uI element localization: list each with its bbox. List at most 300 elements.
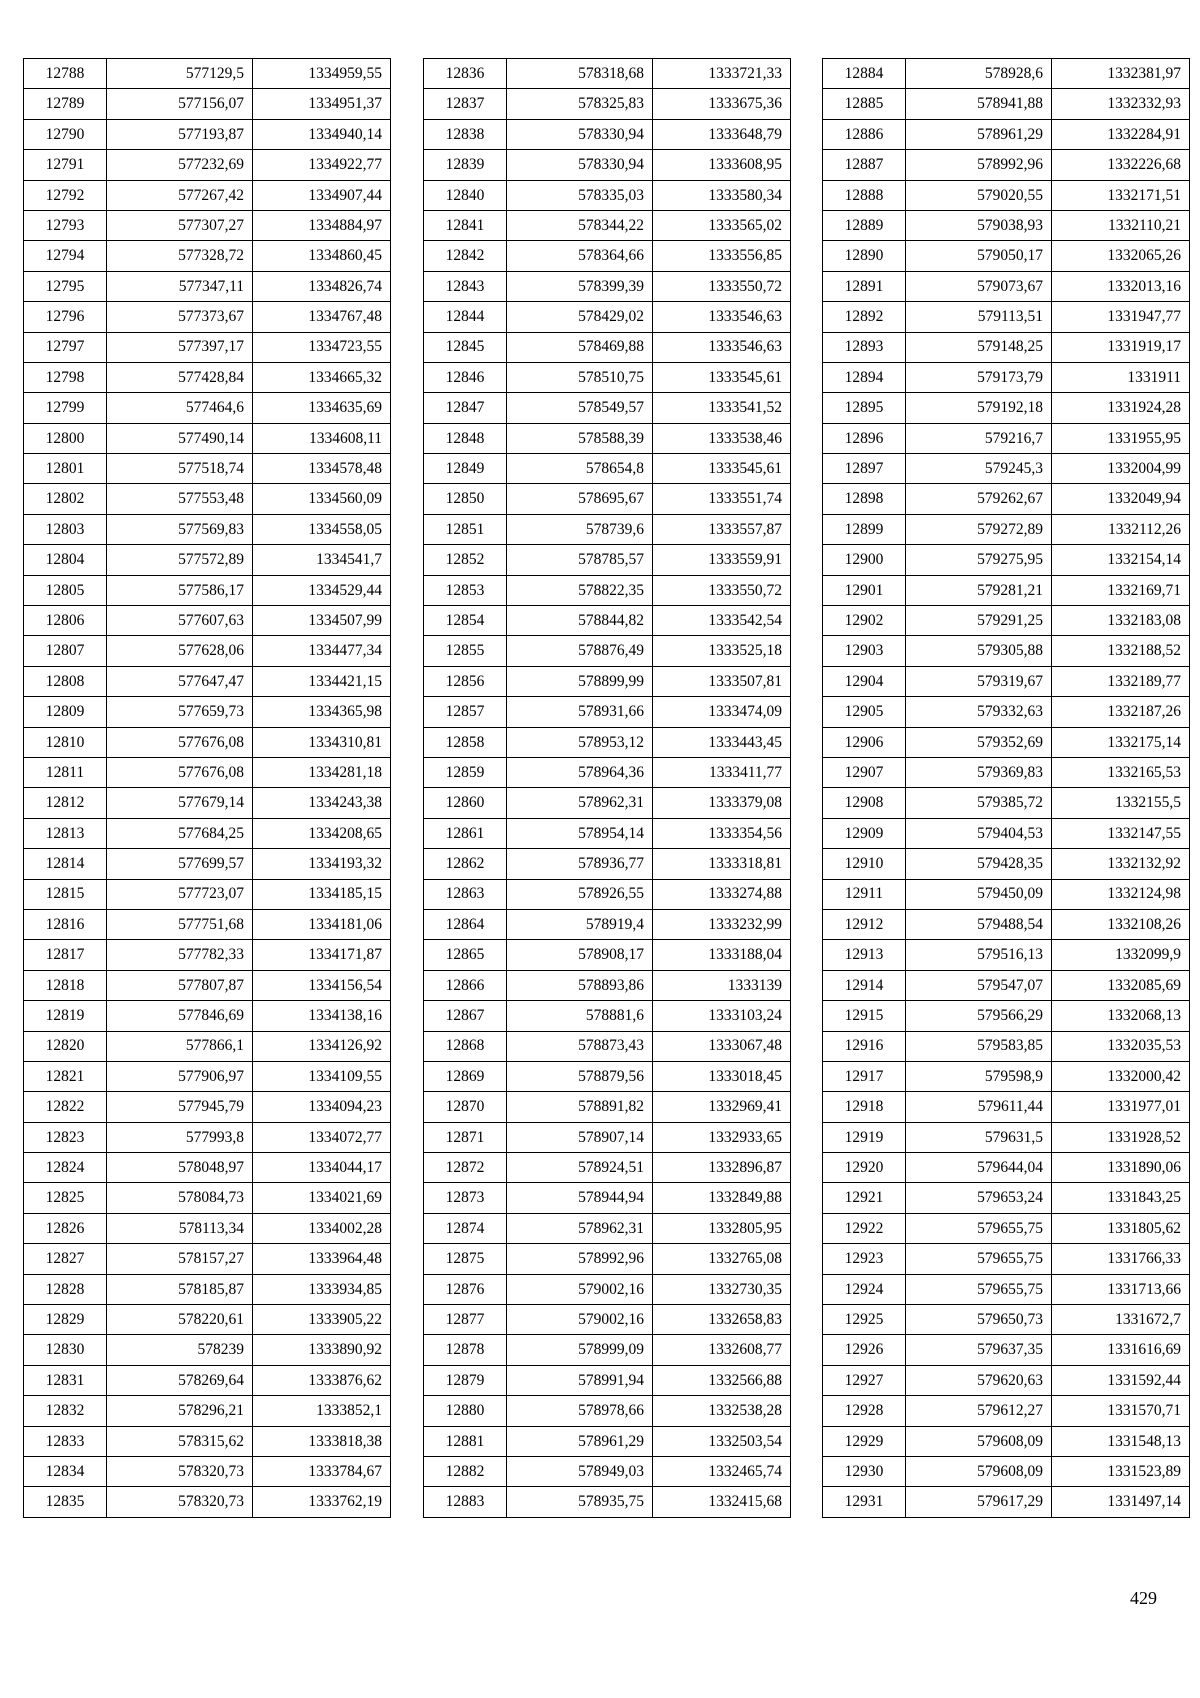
x-coordinate-cell: 578364,66 xyxy=(507,241,653,271)
table-row xyxy=(24,1001,391,1031)
y-coordinate-cell: 1332730,35 xyxy=(653,1274,791,1304)
x-coordinate-cell: 578908,17 xyxy=(507,940,653,970)
table-row xyxy=(823,1396,1190,1426)
table-row xyxy=(823,1122,1190,1152)
point-number-cell: 12918 xyxy=(823,1092,906,1122)
point-number-cell: 12820 xyxy=(24,1031,107,1061)
y-coordinate-cell: 1331570,71 xyxy=(1052,1396,1190,1426)
table-row xyxy=(424,849,791,879)
point-number-cell: 12909 xyxy=(823,818,906,848)
point-number-cell: 12912 xyxy=(823,909,906,939)
y-coordinate-cell: 1334281,18 xyxy=(253,757,391,787)
table-row xyxy=(823,89,1190,119)
point-number-cell: 12913 xyxy=(823,940,906,970)
point-number-cell: 12888 xyxy=(823,180,906,210)
y-coordinate-cell: 1334138,16 xyxy=(253,1001,391,1031)
table-row xyxy=(823,788,1190,818)
x-coordinate-cell: 578926,55 xyxy=(507,879,653,909)
y-coordinate-cell: 1334608,11 xyxy=(253,423,391,453)
y-coordinate-cell: 1333784,67 xyxy=(253,1456,391,1486)
table-row xyxy=(24,575,391,605)
point-number-cell: 12889 xyxy=(823,210,906,240)
y-coordinate-cell: 1334959,55 xyxy=(253,59,391,89)
point-number-cell: 12908 xyxy=(823,788,906,818)
y-coordinate-cell: 1333545,61 xyxy=(653,454,791,484)
y-coordinate-cell: 1333648,79 xyxy=(653,119,791,149)
table-row xyxy=(24,909,391,939)
y-coordinate-cell: 1332332,93 xyxy=(1052,89,1190,119)
y-coordinate-cell: 1331713,66 xyxy=(1052,1274,1190,1304)
point-number-cell: 12815 xyxy=(24,879,107,909)
x-coordinate-cell: 579608,09 xyxy=(906,1426,1052,1456)
table-row xyxy=(823,1426,1190,1456)
y-coordinate-cell: 1332112,26 xyxy=(1052,514,1190,544)
x-coordinate-cell: 578739,6 xyxy=(507,514,653,544)
table-row xyxy=(823,484,1190,514)
table-row xyxy=(823,909,1190,939)
table-row xyxy=(424,1153,791,1183)
point-number-cell: 12804 xyxy=(24,545,107,575)
table-row xyxy=(24,1153,391,1183)
x-coordinate-cell: 577553,48 xyxy=(107,484,253,514)
y-coordinate-cell: 1334951,37 xyxy=(253,89,391,119)
x-coordinate-cell: 578588,39 xyxy=(507,423,653,453)
point-number-cell: 12884 xyxy=(823,59,906,89)
x-coordinate-cell: 578239 xyxy=(107,1335,253,1365)
table-row xyxy=(24,484,391,514)
y-coordinate-cell: 1334208,65 xyxy=(253,818,391,848)
y-coordinate-cell: 1332065,26 xyxy=(1052,241,1190,271)
point-number-cell: 12886 xyxy=(823,119,906,149)
y-coordinate-cell: 1332171,51 xyxy=(1052,180,1190,210)
x-coordinate-cell: 578931,66 xyxy=(507,697,653,727)
point-number-cell: 12916 xyxy=(823,1031,906,1061)
point-number-cell: 12800 xyxy=(24,423,107,453)
x-coordinate-cell: 579583,85 xyxy=(906,1031,1052,1061)
table-row xyxy=(424,636,791,666)
point-number-cell: 12821 xyxy=(24,1061,107,1091)
point-number-cell: 12860 xyxy=(424,788,507,818)
point-number-cell: 12803 xyxy=(24,514,107,544)
y-coordinate-cell: 1333542,54 xyxy=(653,606,791,636)
point-number-cell: 12813 xyxy=(24,818,107,848)
y-coordinate-cell: 1334185,15 xyxy=(253,879,391,909)
table-row xyxy=(424,606,791,636)
x-coordinate-cell: 579038,93 xyxy=(906,210,1052,240)
y-coordinate-cell: 1331548,13 xyxy=(1052,1426,1190,1456)
table-row xyxy=(24,788,391,818)
table-row xyxy=(424,180,791,210)
y-coordinate-cell: 1333354,56 xyxy=(653,818,791,848)
point-number-cell: 12896 xyxy=(823,423,906,453)
y-coordinate-cell: 1334193,32 xyxy=(253,849,391,879)
table-row xyxy=(424,697,791,727)
table-row xyxy=(424,1335,791,1365)
y-coordinate-cell: 1333474,09 xyxy=(653,697,791,727)
point-number-cell: 12865 xyxy=(424,940,507,970)
coordinates-table-3 xyxy=(822,58,1190,1518)
x-coordinate-cell: 579611,44 xyxy=(906,1092,1052,1122)
x-coordinate-cell: 579319,67 xyxy=(906,666,1052,696)
table-row xyxy=(823,1487,1190,1517)
y-coordinate-cell: 1333546,63 xyxy=(653,332,791,362)
y-coordinate-cell: 1334826,74 xyxy=(253,271,391,301)
table-row xyxy=(823,1031,1190,1061)
point-number-cell: 12928 xyxy=(823,1396,906,1426)
point-number-cell: 12823 xyxy=(24,1122,107,1152)
y-coordinate-cell: 1333139 xyxy=(653,970,791,1000)
table-row xyxy=(424,1031,791,1061)
y-coordinate-cell: 1333675,36 xyxy=(653,89,791,119)
x-coordinate-cell: 579385,72 xyxy=(906,788,1052,818)
x-coordinate-cell: 578330,94 xyxy=(507,119,653,149)
table-row xyxy=(823,454,1190,484)
point-number-cell: 12798 xyxy=(24,362,107,392)
x-coordinate-cell: 577723,07 xyxy=(107,879,253,909)
table-row xyxy=(24,362,391,392)
y-coordinate-cell: 1333018,45 xyxy=(653,1061,791,1091)
table-row xyxy=(24,1122,391,1152)
x-coordinate-cell: 578954,14 xyxy=(507,818,653,848)
y-coordinate-cell: 1332154,14 xyxy=(1052,545,1190,575)
point-number-cell: 12794 xyxy=(24,241,107,271)
point-number-cell: 12838 xyxy=(424,119,507,149)
x-coordinate-cell: 579369,83 xyxy=(906,757,1052,787)
point-number-cell: 12841 xyxy=(424,210,507,240)
table-row xyxy=(424,1274,791,1304)
table-row xyxy=(424,210,791,240)
table-row xyxy=(24,545,391,575)
y-coordinate-cell: 1333103,24 xyxy=(653,1001,791,1031)
y-coordinate-cell: 1334560,09 xyxy=(253,484,391,514)
y-coordinate-cell: 1331766,33 xyxy=(1052,1244,1190,1274)
y-coordinate-cell: 1332896,87 xyxy=(653,1153,791,1183)
x-coordinate-cell: 579332,63 xyxy=(906,697,1052,727)
point-number-cell: 12831 xyxy=(24,1365,107,1395)
point-number-cell: 12873 xyxy=(424,1183,507,1213)
table-row xyxy=(424,1365,791,1395)
x-coordinate-cell: 578549,57 xyxy=(507,393,653,423)
table-row xyxy=(24,1183,391,1213)
point-number-cell: 12863 xyxy=(424,879,507,909)
y-coordinate-cell: 1334922,77 xyxy=(253,150,391,180)
x-coordinate-cell: 579655,75 xyxy=(906,1274,1052,1304)
y-coordinate-cell: 1333852,1 xyxy=(253,1396,391,1426)
y-coordinate-cell: 1332765,08 xyxy=(653,1244,791,1274)
table-row xyxy=(823,545,1190,575)
x-coordinate-cell: 578822,35 xyxy=(507,575,653,605)
x-coordinate-cell: 578296,21 xyxy=(107,1396,253,1426)
point-number-cell: 12835 xyxy=(24,1487,107,1517)
x-coordinate-cell: 579275,95 xyxy=(906,545,1052,575)
x-coordinate-cell: 578924,51 xyxy=(507,1153,653,1183)
point-number-cell: 12851 xyxy=(424,514,507,544)
y-coordinate-cell: 1332049,94 xyxy=(1052,484,1190,514)
x-coordinate-cell: 579352,69 xyxy=(906,727,1052,757)
table-row xyxy=(424,150,791,180)
point-number-cell: 12887 xyxy=(823,150,906,180)
y-coordinate-cell: 1332099,9 xyxy=(1052,940,1190,970)
table-row xyxy=(823,1456,1190,1486)
point-number-cell: 12892 xyxy=(823,302,906,332)
table-row xyxy=(24,332,391,362)
x-coordinate-cell: 578318,68 xyxy=(507,59,653,89)
y-coordinate-cell: 1333318,81 xyxy=(653,849,791,879)
x-coordinate-cell: 577751,68 xyxy=(107,909,253,939)
point-number-cell: 12788 xyxy=(24,59,107,89)
point-number-cell: 12795 xyxy=(24,271,107,301)
x-coordinate-cell: 578962,31 xyxy=(507,1213,653,1243)
point-number-cell: 12874 xyxy=(424,1213,507,1243)
x-coordinate-cell: 577347,11 xyxy=(107,271,253,301)
x-coordinate-cell: 579281,21 xyxy=(906,575,1052,605)
point-number-cell: 12816 xyxy=(24,909,107,939)
table-row xyxy=(424,393,791,423)
x-coordinate-cell: 579291,25 xyxy=(906,606,1052,636)
table-row xyxy=(823,697,1190,727)
x-coordinate-cell: 577569,83 xyxy=(107,514,253,544)
x-coordinate-cell: 578469,88 xyxy=(507,332,653,362)
y-coordinate-cell: 1334507,99 xyxy=(253,606,391,636)
y-coordinate-cell: 1334171,87 xyxy=(253,940,391,970)
x-coordinate-cell: 579650,73 xyxy=(906,1305,1052,1335)
point-number-cell: 12866 xyxy=(424,970,507,1000)
x-coordinate-cell: 577628,06 xyxy=(107,636,253,666)
point-number-cell: 12904 xyxy=(823,666,906,696)
table-row xyxy=(24,849,391,879)
x-coordinate-cell: 578048,97 xyxy=(107,1153,253,1183)
x-coordinate-cell: 578876,49 xyxy=(507,636,653,666)
x-coordinate-cell: 579305,88 xyxy=(906,636,1052,666)
table-row xyxy=(823,1183,1190,1213)
table-row xyxy=(424,514,791,544)
table-row xyxy=(424,970,791,1000)
table-row xyxy=(823,1305,1190,1335)
x-coordinate-cell: 579050,17 xyxy=(906,241,1052,271)
y-coordinate-cell: 1332013,16 xyxy=(1052,271,1190,301)
table-row xyxy=(24,697,391,727)
x-coordinate-cell: 577490,14 xyxy=(107,423,253,453)
point-number-cell: 12844 xyxy=(424,302,507,332)
x-coordinate-cell: 577586,17 xyxy=(107,575,253,605)
x-coordinate-cell: 577193,87 xyxy=(107,119,253,149)
point-number-cell: 12840 xyxy=(424,180,507,210)
table-row xyxy=(424,1061,791,1091)
point-number-cell: 12883 xyxy=(424,1487,507,1517)
x-coordinate-cell: 578785,57 xyxy=(507,545,653,575)
x-coordinate-cell: 578962,31 xyxy=(507,788,653,818)
point-number-cell: 12915 xyxy=(823,1001,906,1031)
table-row xyxy=(424,1244,791,1274)
x-coordinate-cell: 578325,83 xyxy=(507,89,653,119)
point-number-cell: 12818 xyxy=(24,970,107,1000)
table-row xyxy=(24,514,391,544)
table-row xyxy=(424,788,791,818)
point-number-cell: 12857 xyxy=(424,697,507,727)
x-coordinate-cell: 577373,67 xyxy=(107,302,253,332)
table-row xyxy=(424,332,791,362)
point-number-cell: 12877 xyxy=(424,1305,507,1335)
point-number-cell: 12801 xyxy=(24,454,107,484)
x-coordinate-cell: 578399,39 xyxy=(507,271,653,301)
point-number-cell: 12899 xyxy=(823,514,906,544)
table-row xyxy=(424,909,791,939)
point-number-cell: 12825 xyxy=(24,1183,107,1213)
x-coordinate-cell: 577607,63 xyxy=(107,606,253,636)
y-coordinate-cell: 1332004,99 xyxy=(1052,454,1190,484)
point-number-cell: 12827 xyxy=(24,1244,107,1274)
x-coordinate-cell: 578941,88 xyxy=(906,89,1052,119)
point-number-cell: 12799 xyxy=(24,393,107,423)
x-coordinate-cell: 579450,09 xyxy=(906,879,1052,909)
y-coordinate-cell: 1331919,17 xyxy=(1052,332,1190,362)
table-row xyxy=(823,1213,1190,1243)
table-row xyxy=(424,545,791,575)
y-coordinate-cell: 1332175,14 xyxy=(1052,727,1190,757)
y-coordinate-cell: 1334578,48 xyxy=(253,454,391,484)
x-coordinate-cell: 579113,51 xyxy=(906,302,1052,332)
point-number-cell: 12814 xyxy=(24,849,107,879)
x-coordinate-cell: 578936,77 xyxy=(507,849,653,879)
table-row xyxy=(823,59,1190,89)
y-coordinate-cell: 1334181,06 xyxy=(253,909,391,939)
point-number-cell: 12930 xyxy=(823,1456,906,1486)
y-coordinate-cell: 1331977,01 xyxy=(1052,1092,1190,1122)
table-row xyxy=(424,59,791,89)
x-coordinate-cell: 578084,73 xyxy=(107,1183,253,1213)
y-coordinate-cell: 1333580,34 xyxy=(653,180,791,210)
y-coordinate-cell: 1333546,63 xyxy=(653,302,791,332)
x-coordinate-cell: 579148,25 xyxy=(906,332,1052,362)
y-coordinate-cell: 1332035,53 xyxy=(1052,1031,1190,1061)
x-coordinate-cell: 578879,56 xyxy=(507,1061,653,1091)
y-coordinate-cell: 1332147,55 xyxy=(1052,818,1190,848)
y-coordinate-cell: 1333608,95 xyxy=(653,150,791,180)
y-coordinate-cell: 1333232,99 xyxy=(653,909,791,939)
point-number-cell: 12862 xyxy=(424,849,507,879)
y-coordinate-cell: 1334126,92 xyxy=(253,1031,391,1061)
x-coordinate-cell: 577328,72 xyxy=(107,241,253,271)
point-number-cell: 12885 xyxy=(823,89,906,119)
point-number-cell: 12897 xyxy=(823,454,906,484)
y-coordinate-cell: 1332849,88 xyxy=(653,1183,791,1213)
y-coordinate-cell: 1332000,42 xyxy=(1052,1061,1190,1091)
point-number-cell: 12793 xyxy=(24,210,107,240)
y-coordinate-cell: 1334243,38 xyxy=(253,788,391,818)
y-coordinate-cell: 1333964,48 xyxy=(253,1244,391,1274)
table-row xyxy=(24,150,391,180)
point-number-cell: 12809 xyxy=(24,697,107,727)
table-row xyxy=(823,970,1190,1000)
y-coordinate-cell: 1334094,23 xyxy=(253,1092,391,1122)
x-coordinate-cell: 578964,36 xyxy=(507,757,653,787)
x-coordinate-cell: 578185,87 xyxy=(107,1274,253,1304)
y-coordinate-cell: 1332169,71 xyxy=(1052,575,1190,605)
x-coordinate-cell: 578991,94 xyxy=(507,1365,653,1395)
table-row xyxy=(24,1335,391,1365)
x-coordinate-cell: 578157,27 xyxy=(107,1244,253,1274)
y-coordinate-cell: 1333551,74 xyxy=(653,484,791,514)
y-coordinate-cell: 1334365,98 xyxy=(253,697,391,727)
point-number-cell: 12925 xyxy=(823,1305,906,1335)
point-number-cell: 12852 xyxy=(424,545,507,575)
x-coordinate-cell: 579655,75 xyxy=(906,1213,1052,1243)
point-number-cell: 12855 xyxy=(424,636,507,666)
table-row xyxy=(823,1365,1190,1395)
point-number-cell: 12846 xyxy=(424,362,507,392)
table-row xyxy=(24,59,391,89)
table-row xyxy=(823,818,1190,848)
x-coordinate-cell: 578961,29 xyxy=(906,119,1052,149)
y-coordinate-cell: 1333443,45 xyxy=(653,727,791,757)
x-coordinate-cell: 577945,79 xyxy=(107,1092,253,1122)
y-coordinate-cell: 1333876,62 xyxy=(253,1365,391,1395)
table-row xyxy=(424,1092,791,1122)
x-coordinate-cell: 578978,66 xyxy=(507,1396,653,1426)
x-coordinate-cell: 578891,82 xyxy=(507,1092,653,1122)
x-coordinate-cell: 579428,35 xyxy=(906,849,1052,879)
point-number-cell: 12843 xyxy=(424,271,507,301)
point-number-cell: 12792 xyxy=(24,180,107,210)
point-number-cell: 12807 xyxy=(24,636,107,666)
y-coordinate-cell: 1331955,95 xyxy=(1052,423,1190,453)
y-coordinate-cell: 1332381,97 xyxy=(1052,59,1190,89)
x-coordinate-cell: 579245,3 xyxy=(906,454,1052,484)
y-coordinate-cell: 1334529,44 xyxy=(253,575,391,605)
y-coordinate-cell: 1332805,95 xyxy=(653,1213,791,1243)
point-number-cell: 12894 xyxy=(823,362,906,392)
x-coordinate-cell: 579216,7 xyxy=(906,423,1052,453)
table-row xyxy=(24,1274,391,1304)
y-coordinate-cell: 1332465,74 xyxy=(653,1456,791,1486)
x-coordinate-cell: 577518,74 xyxy=(107,454,253,484)
table-row xyxy=(424,302,791,332)
point-number-cell: 12817 xyxy=(24,940,107,970)
point-number-cell: 12927 xyxy=(823,1365,906,1395)
table-row xyxy=(823,575,1190,605)
x-coordinate-cell: 577659,73 xyxy=(107,697,253,727)
y-coordinate-cell: 1333550,72 xyxy=(653,271,791,301)
x-coordinate-cell: 578893,86 xyxy=(507,970,653,1000)
x-coordinate-cell: 577866,1 xyxy=(107,1031,253,1061)
point-number-cell: 12808 xyxy=(24,666,107,696)
x-coordinate-cell: 578220,61 xyxy=(107,1305,253,1335)
point-number-cell: 12848 xyxy=(424,423,507,453)
x-coordinate-cell: 579653,24 xyxy=(906,1183,1052,1213)
y-coordinate-cell: 1332933,65 xyxy=(653,1122,791,1152)
point-number-cell: 12850 xyxy=(424,484,507,514)
y-coordinate-cell: 1333762,19 xyxy=(253,1487,391,1517)
x-coordinate-cell: 578695,67 xyxy=(507,484,653,514)
y-coordinate-cell: 1333559,91 xyxy=(653,545,791,575)
y-coordinate-cell: 1334907,44 xyxy=(253,180,391,210)
point-number-cell: 12880 xyxy=(424,1396,507,1426)
table-row xyxy=(24,1487,391,1517)
y-coordinate-cell: 1332068,13 xyxy=(1052,1001,1190,1031)
y-coordinate-cell: 1333188,04 xyxy=(653,940,791,970)
coordinates-table-1 xyxy=(23,58,391,1518)
x-coordinate-cell: 579637,35 xyxy=(906,1335,1052,1365)
y-coordinate-cell: 1332608,77 xyxy=(653,1335,791,1365)
x-coordinate-cell: 578315,62 xyxy=(107,1426,253,1456)
table-row xyxy=(823,180,1190,210)
table-row xyxy=(24,1426,391,1456)
x-coordinate-cell: 578881,6 xyxy=(507,1001,653,1031)
y-coordinate-cell: 1334723,55 xyxy=(253,332,391,362)
point-number-cell: 12836 xyxy=(424,59,507,89)
point-number-cell: 12924 xyxy=(823,1274,906,1304)
y-coordinate-cell: 1333545,61 xyxy=(653,362,791,392)
